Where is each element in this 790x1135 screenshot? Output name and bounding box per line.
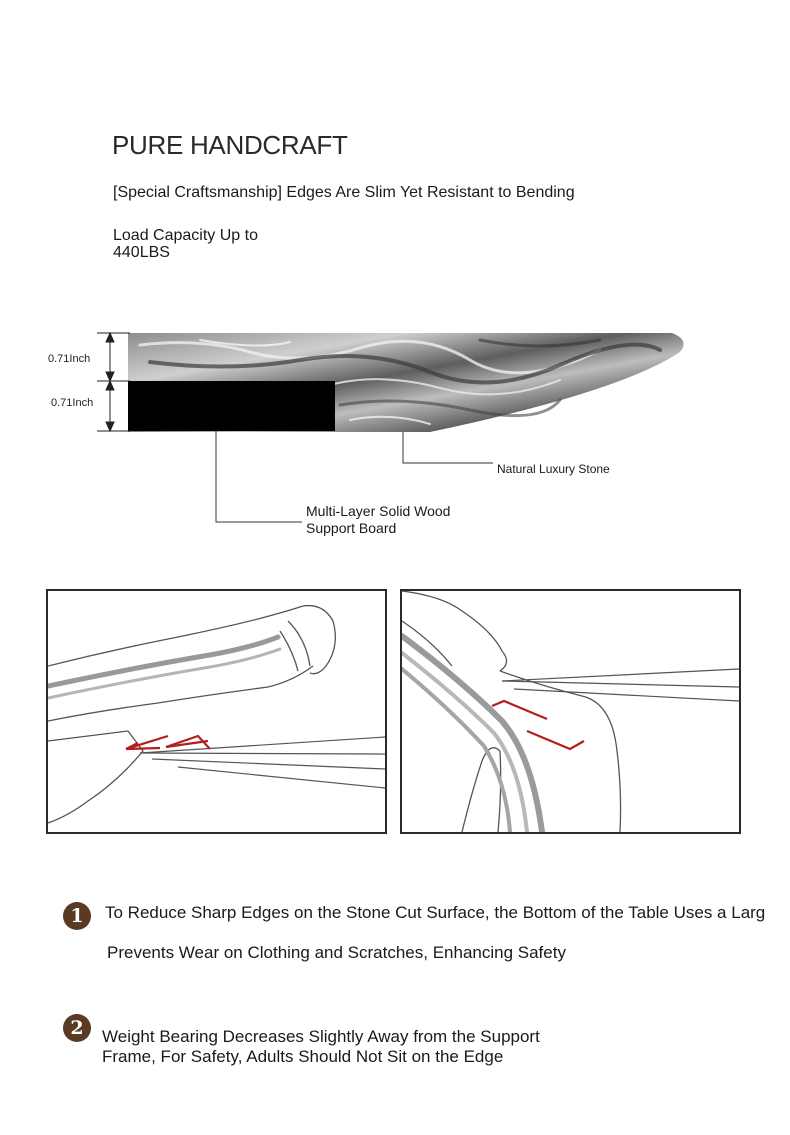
wood-callout-line <box>216 431 302 522</box>
feature-1-number-badge: 1 <box>63 902 91 930</box>
arm-illustration-panel <box>46 589 387 834</box>
page-title: PURE HANDCRAFT <box>112 130 348 160</box>
arm-on-edge-illustration <box>48 591 385 832</box>
feature-1-detail: Prevents Wear on Clothing and Scratches, Enhancing Safety <box>107 943 566 962</box>
feature-2-number-badge: 2 <box>63 1014 91 1042</box>
dimension-lines <box>97 333 130 431</box>
wood-thickness-label: 0.71Inch <box>51 397 94 409</box>
feature-1-text: To Reduce Sharp Edges on the Stone Cut Surface, the Bottom of the Table Uses a Larg <box>105 903 766 922</box>
load-capacity-text: Load Capacity Up to 440LBS <box>113 227 258 261</box>
body-edge-illustration-panel <box>400 589 741 834</box>
stone-thickness-label: 0.71Inch <box>48 353 91 365</box>
stone-callout-line <box>403 432 493 463</box>
wood-support-board <box>128 381 335 431</box>
wood-callout-label: Multi-Layer Solid Wood Support Board <box>306 503 451 536</box>
subtitle: [Special Craftsmanship] Edges Are Slim Yet Resistant to Bending <box>113 184 575 201</box>
stone-callout-label: Natural Luxury Stone <box>497 462 610 476</box>
body-on-edge-illustration <box>402 591 739 832</box>
feature-2-text: Weight Bearing Decreases Slightly Away from the Support Frame, For Safety, Adults Should Not Sit on the Edge <box>102 1027 540 1066</box>
